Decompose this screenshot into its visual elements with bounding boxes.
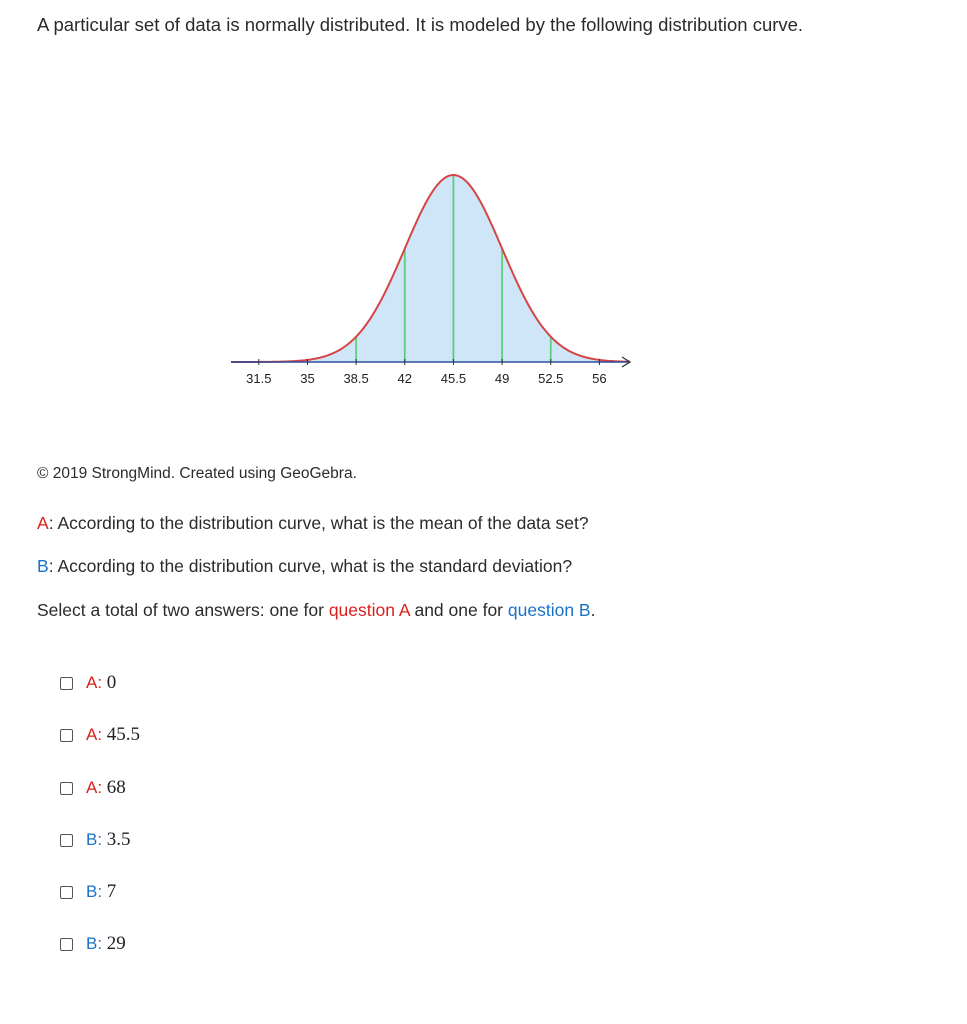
x-tick-label: 49 <box>494 371 510 386</box>
option-a-45-5[interactable] <box>60 724 140 746</box>
option-b-7[interactable] <box>60 881 116 903</box>
option-separator: : <box>97 882 107 901</box>
checkbox[interactable] <box>60 729 73 742</box>
option-label <box>86 672 116 694</box>
x-tick-label: 42 <box>397 371 413 386</box>
option-separator: : <box>97 725 107 744</box>
x-tick-label: 52.5 <box>538 371 564 386</box>
option-a-68[interactable] <box>60 777 126 799</box>
option-b-29[interactable] <box>60 933 126 955</box>
checkbox[interactable] <box>60 782 73 795</box>
option-separator: : <box>97 830 107 849</box>
option-label <box>86 881 116 903</box>
option-part: A <box>86 725 98 744</box>
checkbox[interactable] <box>60 677 73 690</box>
option-value: 3.5 <box>106 829 131 850</box>
instruction-question-a: question A <box>328 600 410 620</box>
x-tick-label: 45.5 <box>440 371 467 386</box>
x-tick-label: 31.5 <box>246 371 272 386</box>
option-part: A <box>86 778 98 797</box>
option-value: 0 <box>106 672 117 693</box>
instruction <box>37 600 595 621</box>
instruction-pre: Select a total of two answers: one for <box>37 600 329 620</box>
instruction-mid: and one for <box>409 600 508 620</box>
option-separator: : <box>97 778 107 797</box>
option-value: 29 <box>106 933 126 954</box>
x-tick-label: 35 <box>300 371 315 386</box>
option-a-0[interactable] <box>60 672 116 694</box>
checkbox[interactable] <box>60 938 73 951</box>
question-b <box>37 556 572 577</box>
copyright-notice: © 2019 StrongMind. Created using GeoGebra. <box>37 465 357 482</box>
curve-shaded-area <box>231 175 630 362</box>
option-part: B <box>86 882 98 901</box>
option-label <box>86 724 140 746</box>
option-part: B <box>86 830 98 849</box>
option-value: 68 <box>106 777 126 798</box>
question-a-label: A <box>37 513 49 533</box>
question-b-text: : According to the distribution curve, what is the standard deviation? <box>48 556 573 576</box>
option-value: 45.5 <box>106 724 141 745</box>
question-a-text: : According to the distribution curve, what is the mean of the data set? <box>48 513 589 533</box>
question-a <box>37 513 589 534</box>
instruction-question-b: question B <box>507 600 591 620</box>
option-label <box>86 777 126 799</box>
instruction-post: . <box>590 600 596 620</box>
option-separator: : <box>97 673 107 692</box>
question-intro: A particular set of data is normally distributed. It is modeled by the following distribution curve. <box>37 14 804 35</box>
option-value: 7 <box>106 881 117 902</box>
question-b-label: B <box>37 556 49 576</box>
checkbox[interactable] <box>60 834 73 847</box>
option-b-3-5[interactable] <box>60 829 131 851</box>
checkbox[interactable] <box>60 886 73 899</box>
option-separator: : <box>97 934 107 953</box>
option-label <box>86 933 126 955</box>
option-part: A <box>86 673 98 692</box>
x-tick-label: 38.5 <box>343 371 369 386</box>
option-part: B <box>86 934 98 953</box>
x-tick-label: 56 <box>592 371 607 386</box>
option-label <box>86 829 131 851</box>
distribution-curve-graph <box>200 140 650 400</box>
